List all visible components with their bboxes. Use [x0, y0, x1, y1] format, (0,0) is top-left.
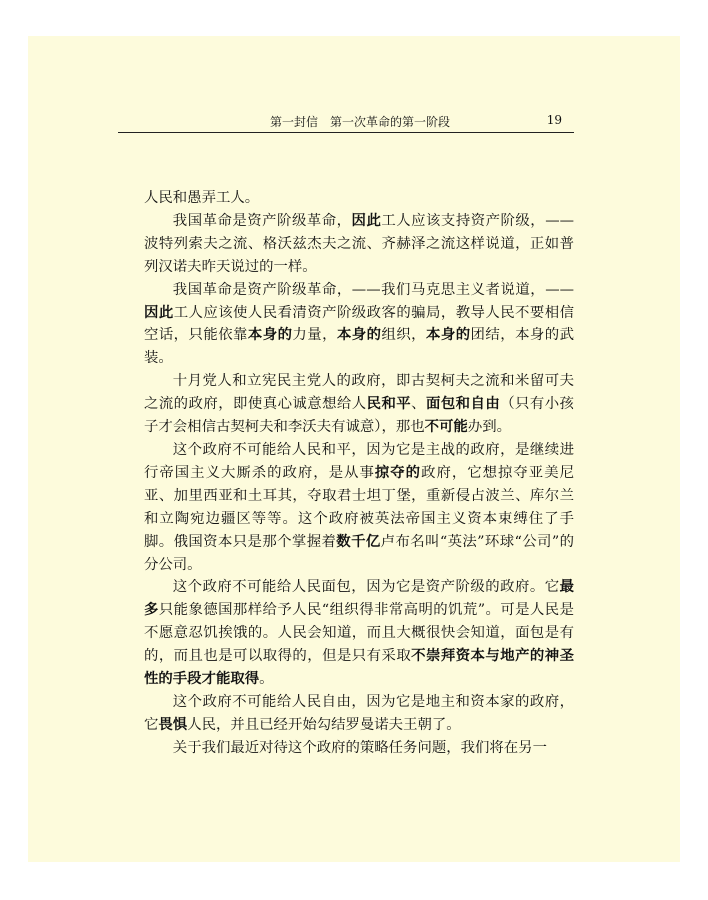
- emphasis-text: 因此: [144, 304, 174, 321]
- emphasis-text: 掠夺的: [374, 464, 422, 481]
- text-run: 力量，: [292, 327, 337, 344]
- paragraph: [144, 576, 574, 691]
- emphasis-text: 本身的: [247, 327, 293, 344]
- emphasis-text: 因此: [351, 212, 382, 229]
- text-run: 这个政府不可能给人民和平，因为它是主战的政府，是继续进行帝国主义大厮杀的政府，是从事: [144, 441, 574, 481]
- running-title: 第一封信 第一次革命的第一阶段: [270, 115, 451, 129]
- text-run: 我国革命是资产阶级革命，: [172, 212, 352, 229]
- paragraph: [144, 737, 574, 760]
- text-run: 我国革命是资产阶级革命，——我们马克思主义者说道，——: [172, 281, 574, 298]
- text-run: 、: [411, 396, 426, 413]
- paragraph: [144, 187, 574, 210]
- text-run: 十月党人和立宪民主党人的政府，即古契柯夫之流和米留可夫之流的政府，即使真心诚意想给人: [144, 373, 574, 413]
- text-run: 工人应该支持资产阶级，——波特列索夫之流、格沃兹杰夫之流、齐赫泽之流这样说道，正如普列汉诺夫昨天说过的一样。: [144, 212, 574, 275]
- paragraph: [144, 370, 574, 439]
- text-run: 。: [259, 671, 274, 688]
- text-run: 卢布名叫“英法”环球“公司”的分公司。: [144, 533, 574, 573]
- paragraph: [144, 210, 574, 279]
- emphasis-text: 不崇拜资本与地产的神圣性的手段才能取得: [144, 648, 574, 688]
- emphasis-text: 不可能: [424, 419, 468, 436]
- text-run: 这个政府不可能给人民自由，因为它是地主和资本家的政府，它: [144, 693, 574, 733]
- text-run: 只能象德国那样给予人民“组织得非常高明的饥荒”。可是人民是不愿意忍饥挨饿的。人民会知道，而且大概很快会知道，面包是有的，而且也是可以取得的，但是只有采取: [144, 602, 574, 665]
- emphasis-text: 畏惧: [158, 716, 188, 733]
- paragraph: [144, 279, 574, 371]
- text-run: 人民，并且已经开始勾结罗曼诺夫王朝了。: [187, 716, 461, 733]
- text-run: 办到。: [467, 419, 511, 436]
- emphasis-text: 面包和自由: [425, 396, 501, 413]
- page-number: 19: [546, 113, 562, 127]
- text-run: 工人应该使人民看清资产阶级政客的骗局，教导人民不要相信空话，只能依靠: [144, 304, 574, 344]
- text-run: 关于我们最近对待这个政府的策略任务问题，我们将在另一: [172, 739, 547, 756]
- text-run: （只有小孩子才会相信古契柯夫和李沃夫有诚意），那也: [144, 396, 574, 436]
- running-header: [118, 110, 574, 133]
- emphasis-text: 本身的: [336, 327, 382, 344]
- paragraph: [144, 691, 574, 737]
- emphasis-text: 民和平: [366, 396, 412, 413]
- body-text: [144, 187, 574, 760]
- paragraph: [144, 439, 574, 576]
- emphasis-text: 数千亿: [336, 533, 381, 550]
- emphasis-text: 最多: [144, 579, 574, 619]
- text-run: 政府，它想掠夺亚美尼亚、加里西亚和土耳其，夺取君士坦丁堡，重新侵占波兰、库尔兰和立陶宛边疆区等等。这个政府被英法帝国主义资本束缚住了手脚。俄国资本只是那个掌握着: [144, 464, 574, 550]
- text-run: 团结，本身的武装。: [144, 327, 574, 367]
- emphasis-text: 本身的: [426, 327, 471, 344]
- text-run: 组织，: [381, 327, 427, 344]
- text-run: 人民和愚弄工人。: [144, 190, 260, 206]
- text-run: 这个政府不可能给人民面包，因为它是资产阶级的政府。它: [172, 579, 560, 596]
